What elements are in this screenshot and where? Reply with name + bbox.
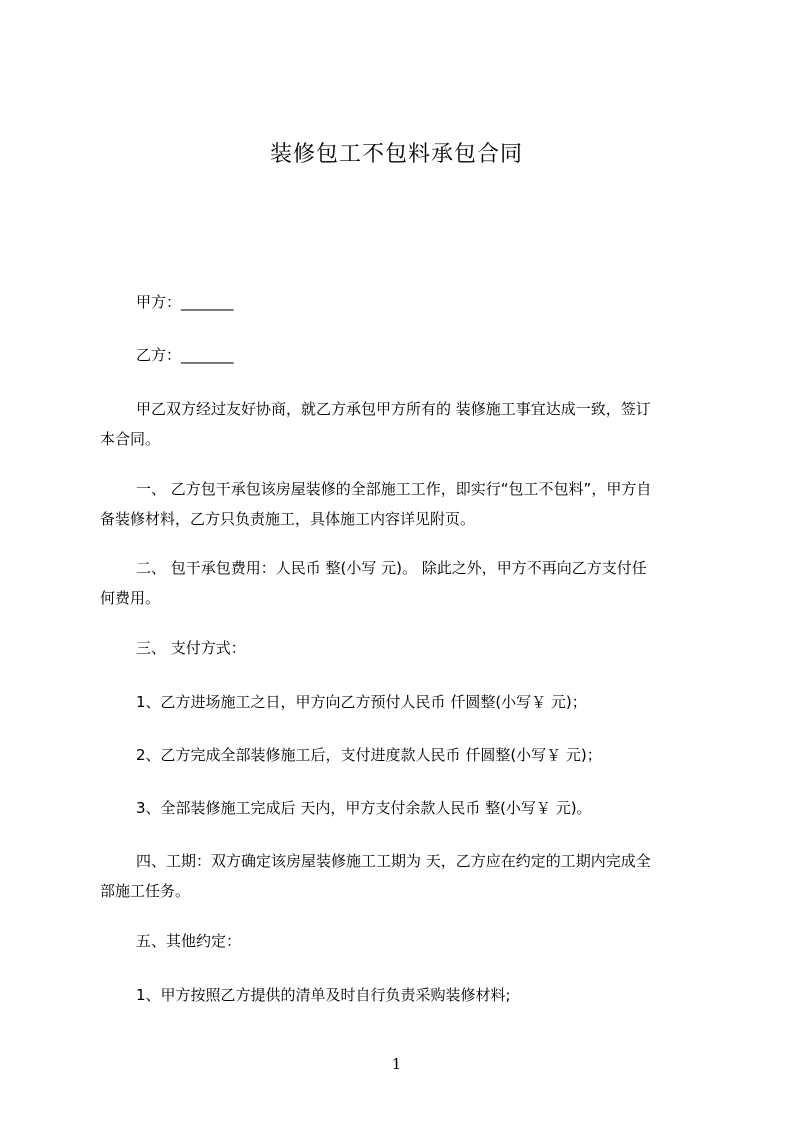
clause-2-line-2: 何费用。 xyxy=(100,589,161,607)
intro-line-1: 甲乙双方经过友好协商，就乙方承包甲方所有的 装修施工事宜达成一致，签订 xyxy=(136,400,651,418)
clause-4-line-1: 四、工期：双方确定该房屋装修施工工期为 天，乙方应在约定的工期内完成全 xyxy=(136,852,651,870)
clause-2-line-1: 二、 包干承包费用：人民币 整(小写 元)。 除此之外，甲方不再向乙方支付任 xyxy=(136,559,647,577)
clause-1-line-1: 一、 乙方包干承包该房屋装修的全部施工工作，即实行“包工不包料”，甲方自 xyxy=(136,480,652,498)
clause-4-paragraph xyxy=(100,846,700,906)
clause-3-heading: 三、 支付方式： xyxy=(136,639,246,657)
payment-item-3: 3、全部装修施工完成后 天内，甲方支付余款人民币 整(小写￥ 元)。 xyxy=(136,799,592,817)
party-b-line: 乙方：_______ xyxy=(136,346,234,364)
payment-item-2: 2、乙方完成全部装修施工后，支付进度款人民币 仟圆整(小写￥ 元)； xyxy=(136,746,602,764)
clause-1-line-2: 备装修材料，乙方只负责施工，具体施工内容详见附页。 xyxy=(100,510,476,528)
clause-2-paragraph xyxy=(100,553,700,613)
party-a-line: 甲方：_______ xyxy=(136,293,234,311)
document-title: 装修包工不包料承包合同 xyxy=(269,142,523,167)
page-number: 1 xyxy=(391,1055,402,1073)
intro-line-2: 本合同。 xyxy=(100,430,161,448)
intro-paragraph xyxy=(100,394,700,454)
clause-1-paragraph xyxy=(100,474,700,534)
clause-4-line-2: 部施工任务。 xyxy=(100,882,191,900)
other-item-1: 1、甲方按照乙方提供的清单及时自行负责采购装修材料; xyxy=(136,986,511,1004)
clause-5-heading: 五、其他约定： xyxy=(136,932,242,950)
payment-item-1: 1、乙方进场施工之日，甲方向乙方预付人民币 仟圆整(小写￥ 元)； xyxy=(136,693,587,711)
